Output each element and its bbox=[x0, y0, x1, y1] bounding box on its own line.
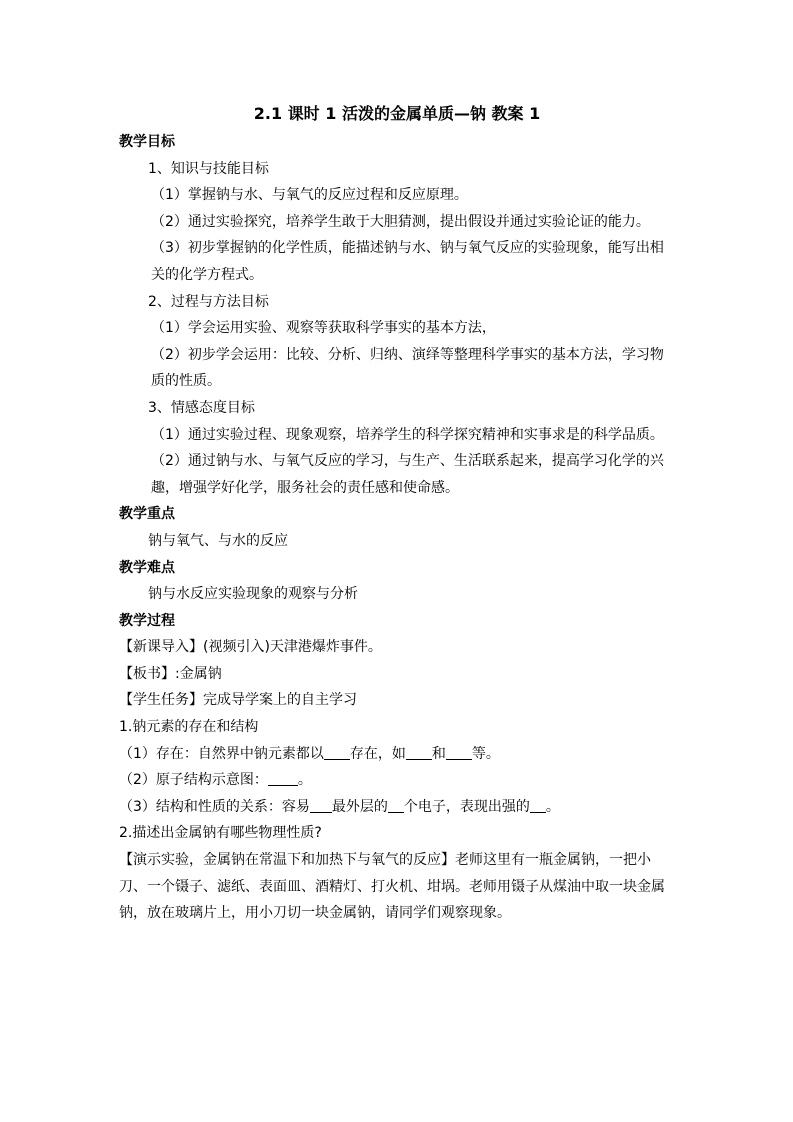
structure-text: （2）原子结构示意图： bbox=[119, 772, 268, 789]
demo-paragraph: 【演示实验，金属钠在常温下和加热下与氧气的反应】老师这里有一瓶金属钠，一把小刀、一个镊子、滤纸、表面皿、酒精灯、打火机、坩埚。老师用镊子从煤油中取一块金属钠，放在玻璃片上，用小刀切一块金属钠，请同学们观察现象。 bbox=[119, 852, 665, 922]
relation-line bbox=[119, 794, 675, 821]
fill-blank bbox=[310, 798, 332, 813]
relation-text: 。 bbox=[545, 798, 560, 815]
knowledge-item: （3）初步掌握钠的化学性质，能描述钠与水、钠与氧气反应的实验现象，能写出相关的化学方程式。 bbox=[151, 240, 664, 283]
existence-text: 等。 bbox=[471, 745, 500, 762]
relation-text: 最外层的 bbox=[331, 798, 388, 815]
relation-text: （3）结构和性质的关系：容易 bbox=[119, 798, 310, 815]
knowledge-heading: 1、知识与技能目标 bbox=[148, 160, 269, 177]
fill-blank bbox=[446, 745, 472, 760]
difficulties-heading: 教学难点 bbox=[119, 559, 175, 576]
key-points-text: 钠与氧气、与水的反应 bbox=[148, 532, 288, 549]
structure-text: 。 bbox=[297, 772, 312, 789]
structure-line bbox=[119, 767, 675, 794]
knowledge-item: （2）通过实验探究，培养学生敢于大胆猜测，提出假设并通过实验论证的能力。 bbox=[151, 213, 650, 230]
objectives-heading: 教学目标 bbox=[119, 134, 175, 150]
existence-text: 和 bbox=[431, 745, 446, 762]
fill-blank bbox=[530, 798, 546, 813]
emotion-item: （1）通过实验过程、现象观察，培养学生的科学探究精神和实事求是的科学品质。 bbox=[151, 426, 664, 443]
relation-text: 个电子，表现出强的 bbox=[403, 798, 530, 815]
difficulties-text: 钠与水反应实验现象的观察与分析 bbox=[148, 586, 358, 603]
key-points-heading: 教学重点 bbox=[119, 506, 175, 523]
fill-blank bbox=[388, 798, 404, 813]
existence-text: 存在，如 bbox=[349, 745, 406, 762]
question-1-heading: 1.钠元素的存在和结构 bbox=[119, 719, 259, 736]
process-method-item: （2）初步学会运用：比较、分析、归纳、演绎等整理科学事实的基本方法，学习物质的性质。 bbox=[151, 346, 664, 390]
existence-line bbox=[119, 741, 675, 768]
emotion-heading: 3、情感态度目标 bbox=[148, 399, 255, 416]
question-2: 2.描述出金属钠有哪些物理性质? bbox=[119, 825, 322, 842]
teaching-process-heading: 教学过程 bbox=[119, 612, 175, 629]
process-method-heading: 2、过程与方法目标 bbox=[148, 293, 269, 310]
process-method-item: （1）学会运用实验、观察等获取科学事实的基本方法， bbox=[151, 320, 496, 337]
intro-line: 【新课导入】(视频引入)天津港爆炸事件。 bbox=[119, 639, 382, 656]
fill-blank bbox=[406, 745, 432, 760]
fill-blank bbox=[268, 771, 298, 786]
fill-blank bbox=[324, 745, 350, 760]
board-line: 【板书】:金属钠 bbox=[119, 665, 222, 682]
task-line: 【学生任务】完成导学案上的自主学习 bbox=[119, 692, 357, 709]
knowledge-item: （1）掌握钠与水、与氧气的反应过程和反应原理。 bbox=[151, 187, 468, 204]
existence-text: （1）存在：自然界中钠元素都以 bbox=[119, 745, 324, 762]
document-title: 2.1 课时 1 活泼的金属单质—钠 教案 1 bbox=[253, 104, 541, 123]
emotion-item: （2）通过钠与水、与氧气反应的学习，与生产、生活联系起来，提高学习化学的兴趣，增强学好化学，服务社会的责任感和使命感。 bbox=[151, 453, 664, 496]
